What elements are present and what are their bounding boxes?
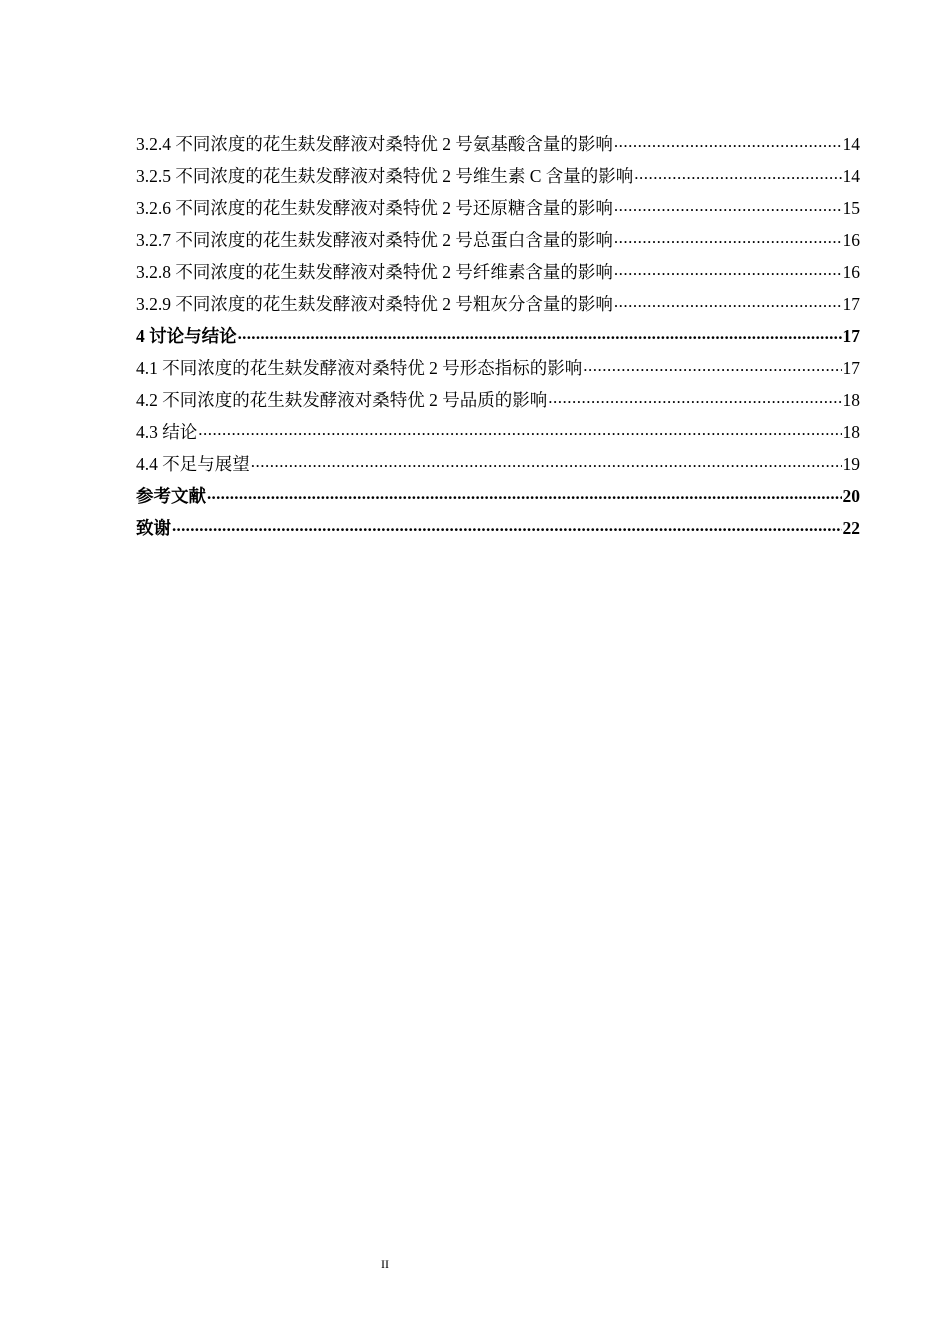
toc-entry[interactable]: [136, 386, 860, 418]
toc-entry-page: 14: [842, 134, 860, 154]
toc-dot-leader: [614, 194, 842, 214]
toc-entry-title: 致谢: [136, 518, 171, 538]
toc-dot-leader: [238, 322, 842, 342]
toc-entry[interactable]: [136, 226, 860, 258]
toc-dot-leader: [172, 514, 842, 534]
toc-entry-title: 3.2.9 不同浓度的花生麸发酵液对桑特优 2 号粗灰分含量的影响: [136, 294, 613, 314]
toc-entry-title: 3.2.5 不同浓度的花生麸发酵液对桑特优 2 号维生素 C 含量的影响: [136, 166, 634, 186]
toc-dot-leader: [614, 290, 842, 310]
toc-entry-page: 17: [842, 358, 860, 378]
toc-dot-leader: [548, 386, 841, 406]
toc-entry[interactable]: [136, 290, 860, 322]
toc-entry[interactable]: [136, 194, 860, 226]
toc-entry-page: 18: [842, 422, 860, 442]
toc-dot-leader: [207, 482, 842, 502]
toc-entry-title: 4 讨论与结论: [136, 326, 237, 346]
toc-entry-title: 4.1 不同浓度的花生麸发酵液对桑特优 2 号形态指标的影响: [136, 358, 583, 378]
toc-entry[interactable]: [136, 258, 860, 290]
toc-entry-title: 3.2.6 不同浓度的花生麸发酵液对桑特优 2 号还原糖含量的影响: [136, 198, 613, 218]
toc-entry-page: 17: [842, 294, 860, 314]
toc-dot-leader: [614, 226, 842, 246]
toc-entry-page: 19: [842, 454, 860, 474]
toc-chapter-entry[interactable]: [136, 482, 860, 514]
toc-entry[interactable]: [136, 162, 860, 194]
toc-entry-page: 15: [842, 198, 860, 218]
toc-dot-leader: [614, 130, 842, 150]
toc-dot-leader: [198, 418, 841, 438]
toc-entry-title: 4.3 结论: [136, 422, 198, 442]
toc-entry-title: 4.2 不同浓度的花生麸发酵液对桑特优 2 号品质的影响: [136, 390, 548, 410]
toc-entry[interactable]: [136, 354, 860, 386]
toc-entry-title: 3.2.8 不同浓度的花生麸发酵液对桑特优 2 号纤维素含量的影响: [136, 262, 613, 282]
toc-dot-leader: [614, 258, 842, 278]
toc-entry-title: 参考文献: [136, 486, 206, 506]
toc-entry[interactable]: [136, 450, 860, 482]
toc-entry[interactable]: [136, 418, 860, 450]
toc-chapter-entry[interactable]: [136, 322, 860, 354]
toc-entry-page: 22: [842, 518, 860, 538]
page-number: II: [381, 1257, 389, 1271]
table-of-contents: [136, 130, 860, 546]
toc-entry-page: 14: [842, 166, 860, 186]
toc-entry-page: 18: [842, 390, 860, 410]
toc-dot-leader: [583, 354, 841, 374]
toc-entry-page: 16: [842, 230, 860, 250]
toc-dot-leader: [634, 162, 841, 182]
toc-chapter-entry[interactable]: [136, 514, 860, 546]
toc-entry-page: 17: [842, 326, 860, 346]
toc-entry[interactable]: [136, 130, 860, 162]
toc-entry-title: 3.2.4 不同浓度的花生麸发酵液对桑特优 2 号氨基酸含量的影响: [136, 134, 613, 154]
toc-entry-title: 3.2.7 不同浓度的花生麸发酵液对桑特优 2 号总蛋白含量的影响: [136, 230, 613, 250]
toc-entry-page: 20: [842, 486, 860, 506]
toc-entry-page: 16: [842, 262, 860, 282]
toc-entry-title: 4.4 不足与展望: [136, 454, 250, 474]
toc-dot-leader: [251, 450, 842, 470]
